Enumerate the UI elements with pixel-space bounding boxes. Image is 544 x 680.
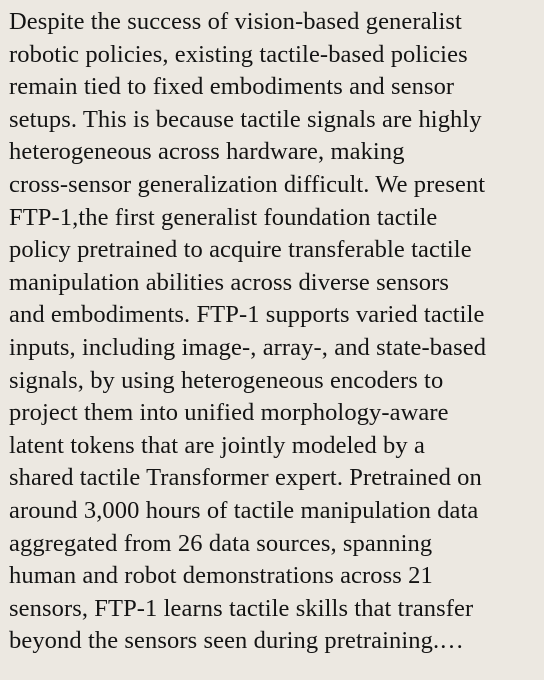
abstract-paragraph: [9, 6, 540, 658]
text-line: remain tied to fixed embodiments and sensor: [9, 73, 455, 101]
text-line: human and robot demonstrations across 21: [9, 562, 433, 590]
text-line: shared tactile Transformer expert. Pretrained on: [9, 464, 482, 492]
text-line: around 3,000 hours of tactile manipulation data: [9, 496, 479, 524]
text-line: beyond the sensors seen during pretraining.…: [9, 627, 464, 655]
text-line: signals, by using heterogeneous encoders to: [9, 366, 444, 394]
text-line: and embodiments. FTP-1 supports varied tactile: [9, 301, 485, 329]
text-line: FTP-1,the first generalist foundation tactile: [9, 203, 438, 231]
text-line: inputs, including image-, array-, and state-based: [9, 333, 487, 361]
text-line: latent tokens that are jointly modeled by a: [9, 431, 425, 459]
text-line: Despite the success of vision-based generalist: [9, 8, 462, 35]
text-line: setups. This is because tactile signals are highly: [9, 105, 482, 133]
text-line: project them into unified morphology-aware: [9, 399, 449, 427]
text-line: manipulation abilities across diverse sensors: [9, 268, 449, 296]
text-line: heterogeneous across hardware, making: [9, 138, 405, 166]
text-line: robotic policies, existing tactile-based policies: [9, 40, 468, 68]
text-line: aggregated from 26 data sources, spanning: [9, 529, 433, 557]
text-line: policy pretrained to acquire transferable tactile: [9, 236, 472, 264]
text-line: sensors, FTP-1 learns tactile skills that transfer: [9, 594, 474, 622]
text-line: cross-sensor generalization difficult. We present: [9, 170, 486, 198]
